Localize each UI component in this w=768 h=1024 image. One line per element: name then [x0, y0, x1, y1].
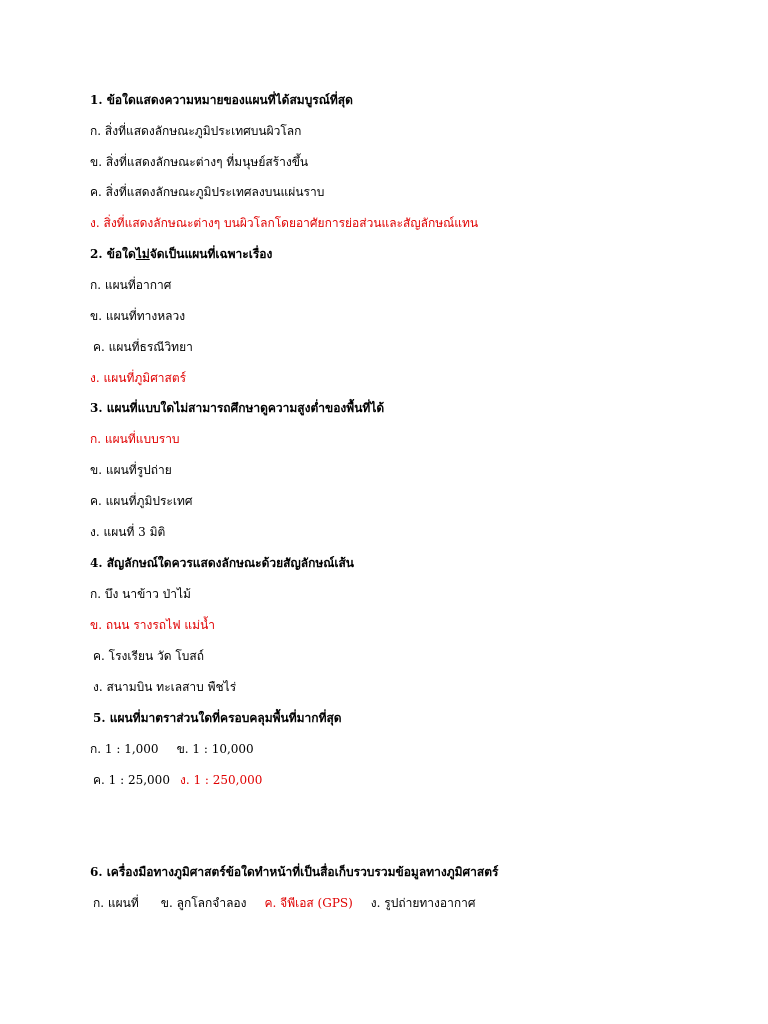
q6-option-b: ข. ลูกโลกจำลอง: [160, 896, 247, 910]
question-6: 6. เครื่องมือทางภูมิศาสตร์ข้อใดทำหน้าที่เป็นสื่อเก็บรวบรวมข้อมูลทางภูมิศาสตร์: [90, 865, 499, 879]
q3-option-c: ค. แผนที่ภูมิประเทศ: [90, 494, 193, 508]
q2-option-d-answer: ง. แผนที่ภูมิศาสตร์: [90, 371, 187, 385]
q2-prefix: 2. ข้อใด: [90, 247, 136, 261]
q2-option-b: ข. แผนที่ทางหลวง: [90, 309, 186, 323]
q1-option-c: ค. สิ่งที่แสดงลักษณะภูมิประเทศลงบนแผ่นราบ: [90, 185, 325, 199]
q4-option-d: ง. สนามบิน ทะเลสาบ พืชไร่: [93, 680, 237, 694]
q4-option-a: ก. บึง นาข้าว ป่าไม้: [90, 587, 191, 601]
question-1: 1. ข้อใดแสดงความหมายของแผนที่ได้สมบูรณ์ที่สุด: [90, 93, 353, 107]
q5-option-a: ก. 1 : 1,000: [90, 742, 159, 756]
question-5: 5. แผนที่มาตราส่วนใดที่ครอบคลุมพื้นที่มากที่สุด: [93, 711, 342, 725]
q5-option-b: ข. 1 : 10,000: [176, 742, 254, 756]
q2-underlined-word: ไม่: [135, 247, 150, 261]
question-3: 3. แผนที่แบบใดไม่สามารถศึกษาดูความสูงต่ำของพื้นที่ได้: [90, 401, 385, 415]
question-2: [90, 246, 272, 262]
q1-option-a: ก. สิ่งที่แสดงลักษณะภูมิประเทศบนผิวโลก: [90, 124, 302, 138]
q4-option-b-answer: ข. ถนน รางรถไฟ แม่น้ำ: [90, 618, 216, 632]
q6-option-a: ก. แผนที่: [93, 896, 139, 910]
q2-option-c: ค. แผนที่ธรณีวิทยา: [93, 340, 193, 354]
q4-option-c: ค. โรงเรียน วัด โบสถ์: [93, 649, 204, 663]
q2-suffix: จัดเป็นแผนที่เฉพาะเรื่อง: [149, 247, 273, 261]
q5-option-d-answer: ง. 1 : 250,000: [179, 773, 263, 787]
q3-option-d: ง. แผนที่ 3 มิติ: [90, 525, 166, 539]
q3-option-b: ข. แผนที่รูปถ่าย: [90, 463, 172, 477]
q6-option-d: ง. รูปถ่ายทางอากาศ: [370, 896, 476, 910]
q6-options-row: [93, 895, 475, 911]
q2-option-a: ก. แผนที่อากาศ: [90, 278, 172, 292]
q1-option-d-answer: ง. สิ่งที่แสดงลักษณะต่างๆ บนผิวโลกโดยอาศัยการย่อส่วนและสัญลักษณ์แทน: [90, 216, 479, 230]
question-4: 4. สัญลักษณ์ใดควรแสดงลักษณะด้วยสัญลักษณ์เส้น: [90, 556, 354, 570]
q3-option-a-answer: ก. แผนที่แบบราบ: [90, 432, 180, 446]
q5-option-c: ค. 1 : 25,000: [93, 773, 170, 787]
q6-option-c-answer: ค. จีพีเอส (GPS): [264, 896, 353, 910]
q1-option-b: ข. สิ่งที่แสดงลักษณะต่างๆ ที่มนุษย์สร้างขึ้น: [90, 155, 309, 169]
q5-options-row-1: [90, 741, 254, 757]
q5-options-row-2: [93, 772, 262, 788]
